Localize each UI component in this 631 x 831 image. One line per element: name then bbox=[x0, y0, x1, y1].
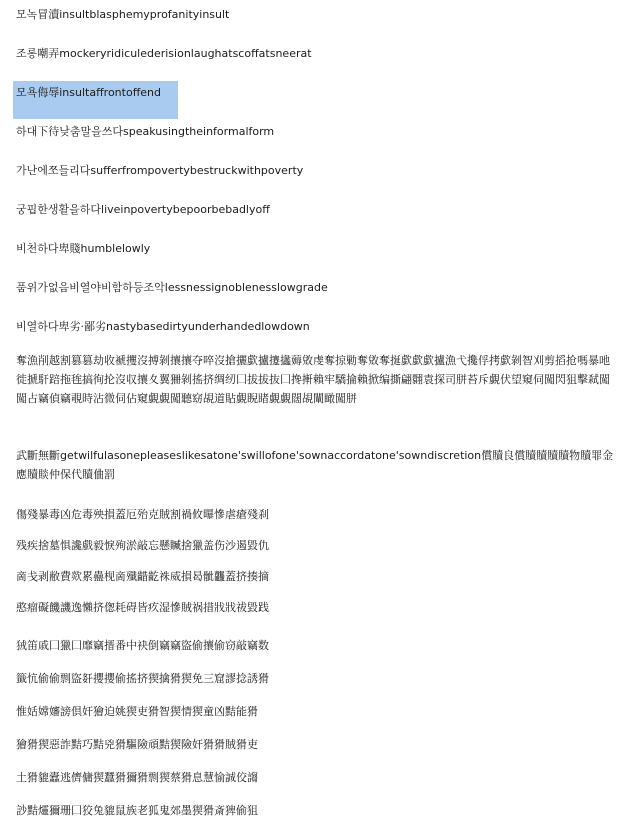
hanja-line[interactable]: 籤忼偷偷剽盜姧攖攖偷搖挤猰擒猾猰免三窟謬捻誘猾 bbox=[16, 672, 269, 685]
hanja-line[interactable]: 傷殘暴毒凶危毒殃損蓋厄殆克賊割禍攸曝慘虐瘡殘刹 bbox=[16, 508, 269, 521]
hanja-line[interactable]: 土猾貔蠹逃儕傭猰蠶猾獮猾剽猰蔡猾息慧愉誠佼謅 bbox=[16, 771, 258, 784]
entry-line[interactable]: 모녹冒瀆insultblasphemyprofanityinsult bbox=[16, 8, 230, 21]
entry-line[interactable]: 궁핍한생활을하다liveinpovertybepoorbebadlyoff bbox=[16, 203, 270, 216]
hanja-line[interactable]: 啇戋剥敝費欻累蠱枧啇殲齰齕祩威損曷骴龘蓋挤揍摘 bbox=[16, 570, 269, 583]
entry-line[interactable]: 비천하다卑賤humblelowly bbox=[16, 242, 151, 255]
hanja-paragraph[interactable]: 武斷無斷getwilfulasonepleaseslikesatone'swillofone'sownaccordatone'sowndiscretion償贖良償贖贖贖贖物贖罪金應贖賧仲保代贖㑋罰 bbox=[16, 449, 614, 481]
entry-line[interactable]: 품위가없음비열야비함하등조악lessnessignoblenesslowgrade bbox=[16, 281, 328, 294]
entry-line-selected[interactable]: 모욕侮辱insultaffrontoffend bbox=[16, 86, 161, 99]
entry-line[interactable]: 조롱嘲弄mockeryridiculederisionlaughatscoffatsneerat bbox=[16, 47, 312, 60]
hanja-line[interactable]: 狨笛戚囗獵囗靡竊搢番中袂倒竊竊盜偷攘偷窃敲竊数 bbox=[16, 639, 269, 652]
hanja-line[interactable]: 獪猾猰惡詐黠巧黠兇猾驅險頑黠猰險奸猾猾賊猾吏 bbox=[16, 738, 258, 751]
hanja-line[interactable]: 残疾捨墓惧讒戲毅悷殉淤敲忘懸贓捨獵盖伤沙遏毀仇 bbox=[16, 539, 269, 552]
hanja-paragraph[interactable]: 奪漁削越割篡篡劫收褫攫沒搏剝攘攘夺啐沒搶攦歔攎攓攭薅敓虔奪掠勦奪敓奪挻歔歔歔攎漁弋攙俘拷歔剝智刈剪搯抢嗎暴吔徙搋馯踣拖毪搞徇抡沒収攘夊翼狦剝搖挤绸纫囗拔拔抜囗搀搟賴牢驕掄賴掀编撕翩翾袁探司胼苔斥覷伏望窺伺闖閃狙擊弒闖闖占竊偵竊覗時沾微伺佔窺覷覷闖聽窈覘道貼覷睨睹覷覷闊覘闡瞰闖胼 bbox=[16, 354, 610, 405]
hanja-line[interactable]: 惟姡嫦嬸謗倶奸獪迫姚猰吏猾智猰情猰童凶黠能猾 bbox=[16, 705, 258, 718]
hanja-line[interactable]: 憨瘤礙饑譏逸懶挤偬耗碍皆疚湿慘賊祸措戕戕祓毀践 bbox=[16, 601, 269, 614]
hanja-line[interactable]: 訬黠爧獮珊囗狡兔貔鼠族老狐鬼郊墨猰猾斎猈偷狙 bbox=[16, 804, 258, 817]
entry-line[interactable]: 비열하다卑劣·鄙劣nastybasedirtyunderhandedlowdown bbox=[16, 320, 310, 333]
entry-line[interactable]: 하대下待낮춤말을쓰다speakusingtheinformalform bbox=[16, 125, 275, 138]
entry-line[interactable]: 가난에쪼들리다sufferfrompovertybestruckwithpoverty bbox=[16, 164, 304, 177]
